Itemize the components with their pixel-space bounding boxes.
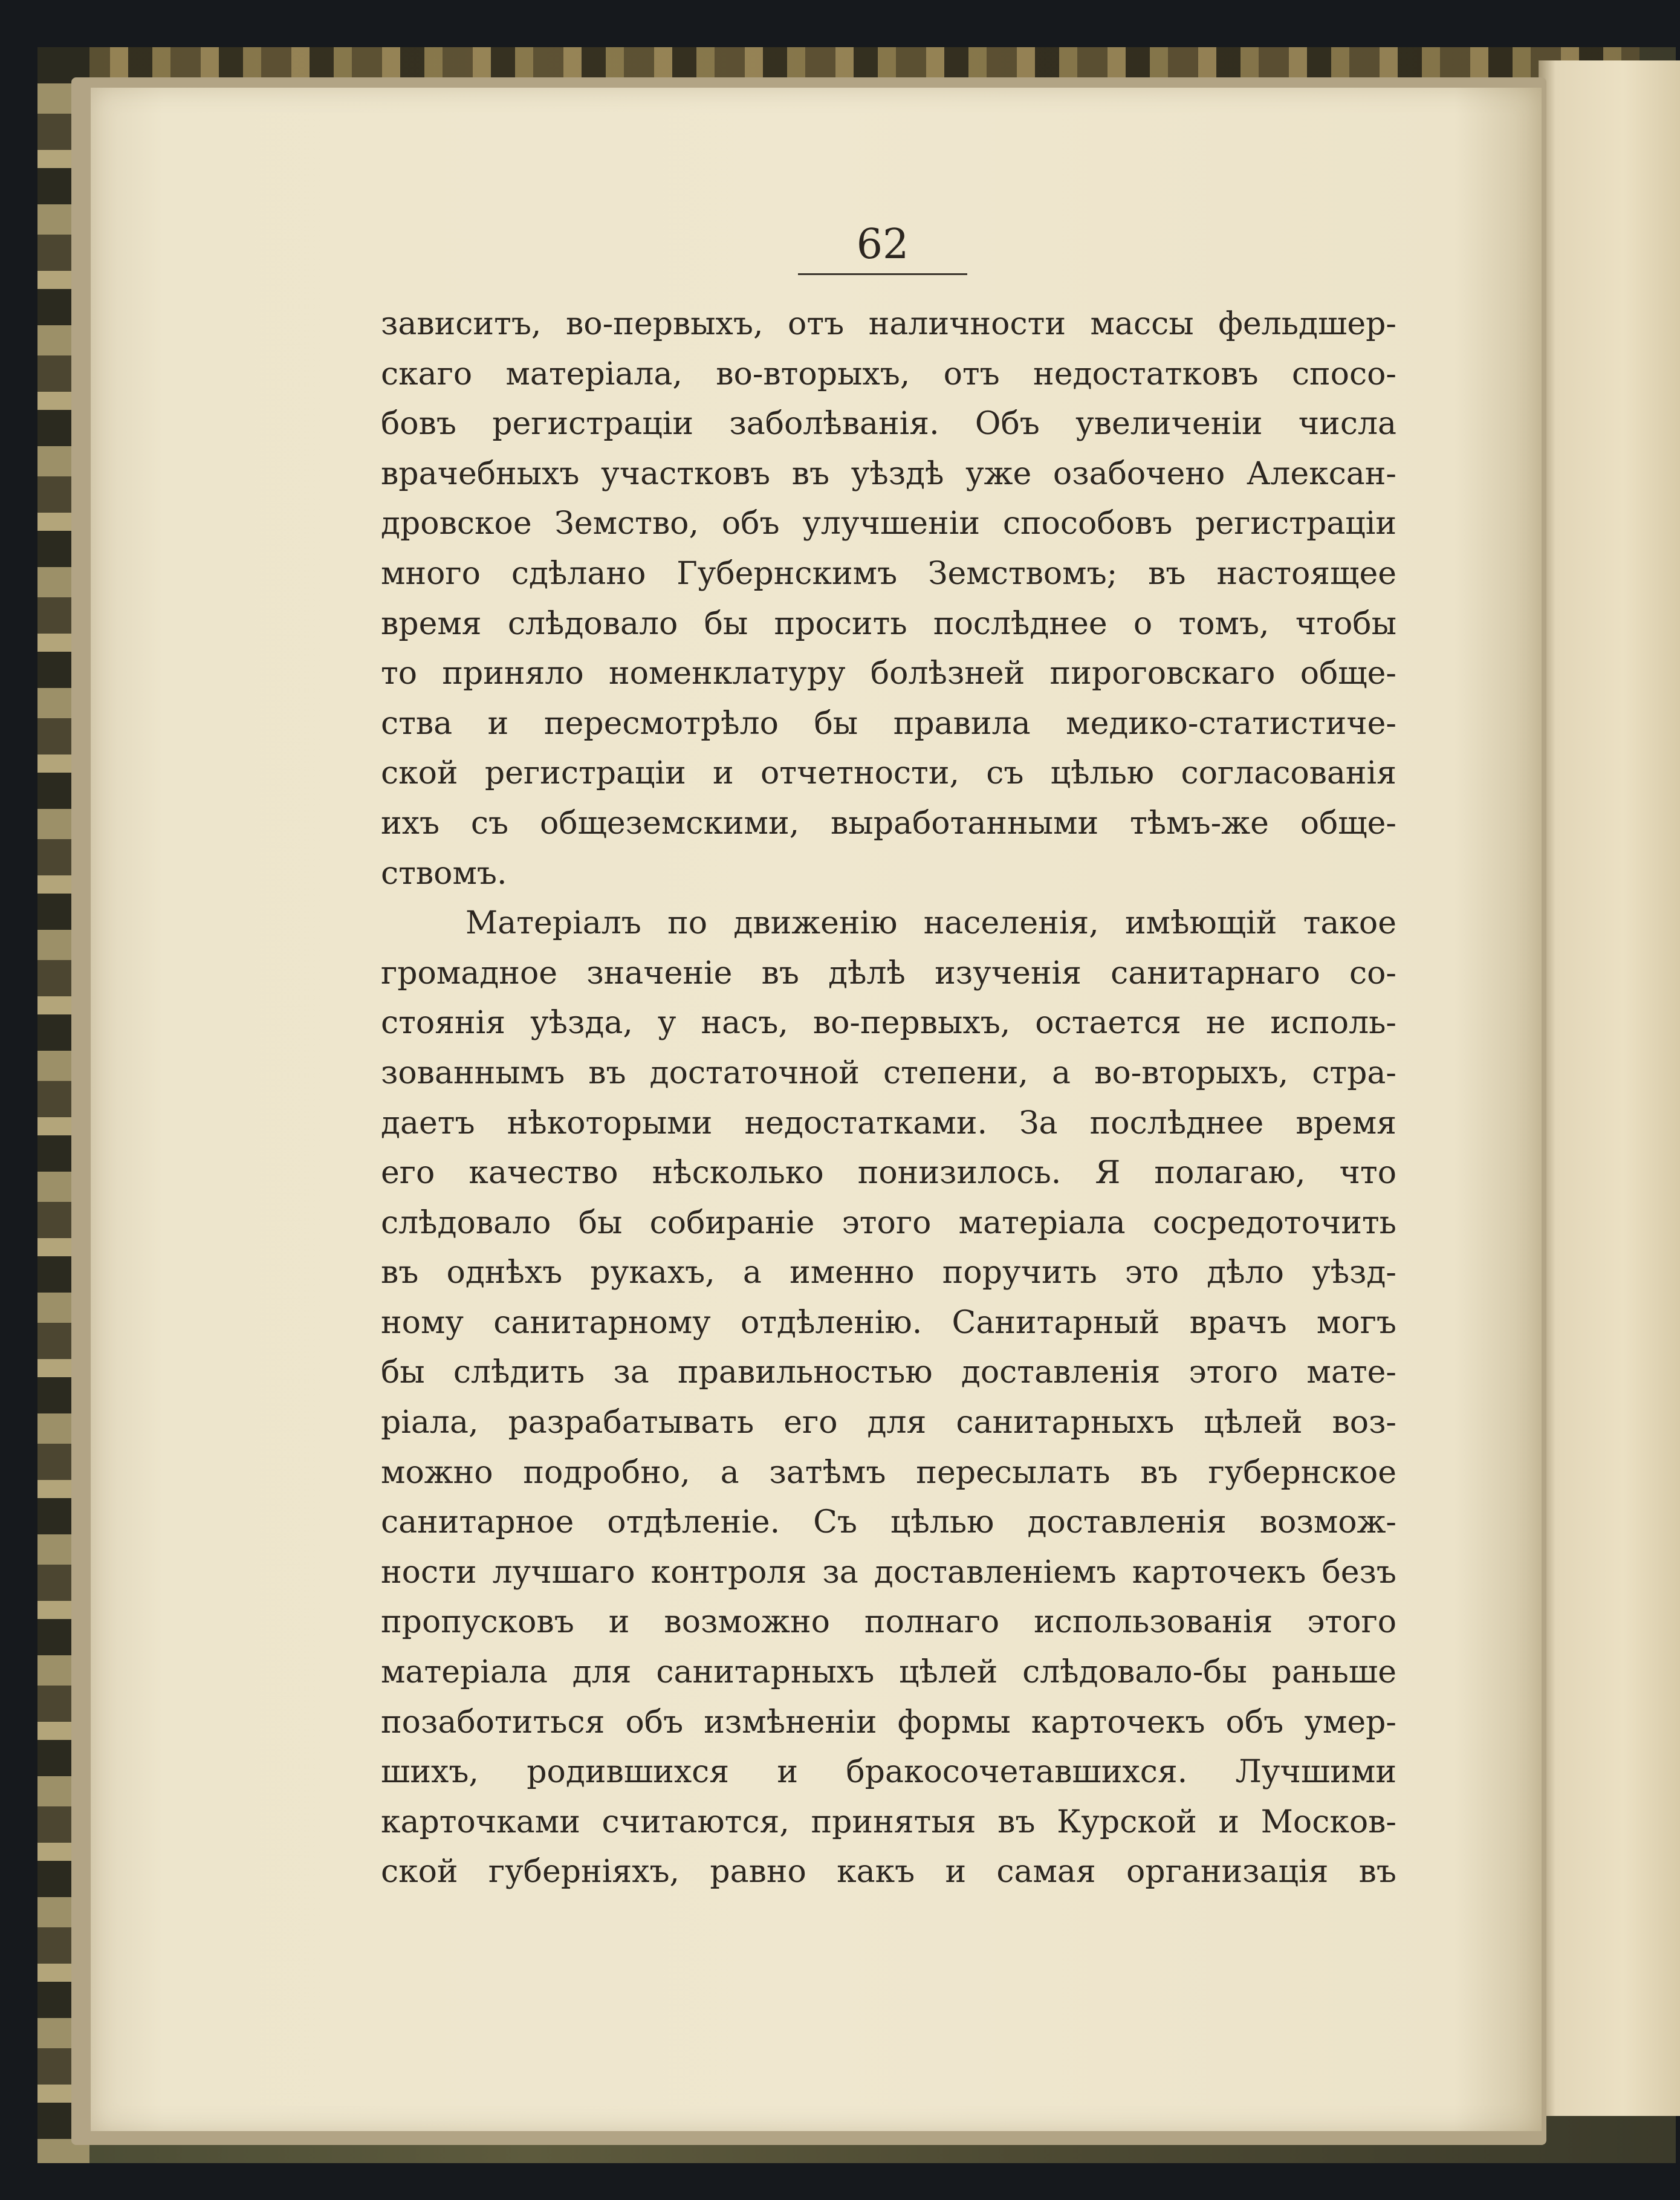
text-line: въ однѣхъ рукахъ, а именно поручить это дѣло уѣзд- xyxy=(381,1254,1396,1291)
text-line: стоянія уѣзда, у насъ, во-первыхъ, остается не исполь- xyxy=(381,1005,1396,1042)
paragraph-start-line: Матеріалъ по движенію населенія, имѣющій такое xyxy=(465,905,1396,942)
text-line: зависитъ, во-первыхъ, отъ наличности массы фельдшер- xyxy=(381,306,1396,342)
text-line: ихъ съ общеземскими, выработанными тѣмъ-же обще- xyxy=(381,805,1396,842)
text-line: санитарное отдѣленіе. Съ цѣлью доставленія возмож- xyxy=(381,1504,1396,1541)
text-line: ріала, разрабатывать его для санитарныхъ цѣлей воз- xyxy=(381,1404,1396,1441)
text-line: слѣдовало бы собираніе этого матеріала сосредоточить xyxy=(381,1204,1396,1241)
text-line: то приняло номенклатуру болѣзней пироговскаго обще- xyxy=(381,655,1396,692)
text-line: ской регистраціи и отчетности, съ цѣлью согласованія xyxy=(381,755,1396,792)
text-line: пропусковъ и возможно полнаго использованія этого xyxy=(381,1604,1396,1641)
text-line: позаботиться объ измѣненіи формы карточекъ объ умер- xyxy=(381,1704,1396,1741)
text-line: шихъ, родившихся и бракосочетавшихся. Лучшими xyxy=(381,1754,1396,1791)
text-line: громадное значеніе въ дѣлѣ изученія санитарнаго со- xyxy=(381,955,1396,991)
text-line: ности лучшаго контроля за доставленіемъ карточекъ безъ xyxy=(381,1554,1396,1591)
text-line: даетъ нѣкоторыми недостатками. За послѣднее время xyxy=(381,1105,1396,1141)
text-line: ской губерніяхъ, равно какъ и самая организація въ xyxy=(381,1854,1396,1890)
body-text xyxy=(381,299,1396,1897)
text-line: ному санитарному отдѣленію. Санитарный врачъ могъ xyxy=(381,1304,1396,1341)
text-line: много сдѣлано Губернскимъ Земствомъ; въ настоящее xyxy=(381,555,1396,592)
text-line: бовъ регистраціи заболѣванія. Объ увеличеніи числа xyxy=(381,406,1396,443)
text-line: бы слѣдить за правильностью доставленія этого мате- xyxy=(381,1354,1396,1391)
page-number-rule xyxy=(798,273,967,275)
text-line: его качество нѣсколько понизилось. Я полагаю, что xyxy=(381,1155,1396,1192)
text-line: скаго матеріала, во-вторыхъ, отъ недостатковъ спосо- xyxy=(381,355,1396,392)
facing-page-edge xyxy=(1539,60,1680,2116)
text-line: время слѣдовало бы просить послѣднее о томъ, чтобы xyxy=(381,605,1396,642)
text-line: зованнымъ въ достаточной степени, а во-вторыхъ, стра- xyxy=(381,1054,1396,1091)
text-line: ствомъ. xyxy=(381,855,507,892)
page-number: 62 xyxy=(856,221,909,268)
text-line: ства и пересмотрѣло бы правила медико-статистиче- xyxy=(381,705,1396,742)
text-line: можно подробно, а затѣмъ пересылать въ губернское xyxy=(381,1454,1396,1491)
text-line: матеріала для санитарныхъ цѣлей слѣдовало-бы раньше xyxy=(381,1654,1396,1691)
text-line: врачебныхъ участковъ въ уѣздѣ уже озабочено Алексан- xyxy=(381,455,1396,492)
text-line: дровское Земство, объ улучшеніи способовъ регистраціи xyxy=(381,505,1396,542)
text-line: карточками считаются, принятыя въ Курской и Москов- xyxy=(381,1803,1396,1840)
